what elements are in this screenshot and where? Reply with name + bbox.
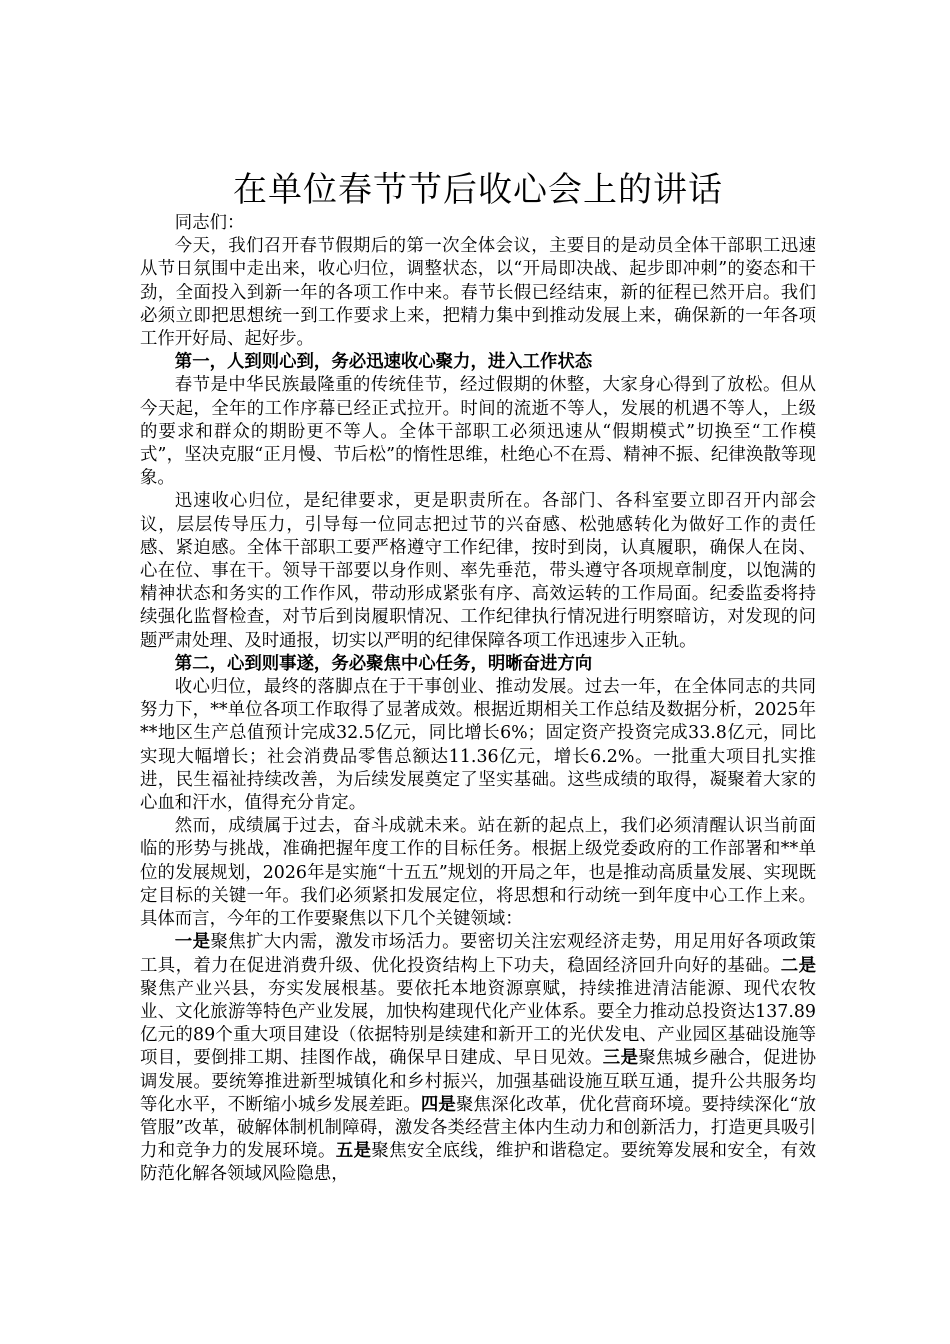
document-title: 在单位春节节后收心会上的讲话 [233, 170, 723, 210]
section-1-paragraph-2: 迅速收心归位，是纪律要求，更是职责所在。各部门、各科室要立即召开内部会议，层层传导压力，引导每一位同志把过节的兴奋感、松弛感转化为做好工作的责任感、紧迫感。全体干部职工要严格遵守工作纪律，按时到岗，认真履职，确保人在岗、心在位、事在干。领导干部要以身作则、率先垂范，带头遵守各项规章制度，以饱满的精神状态和务实的工作作风，带动形成紧张有序、高效运转的工作局面。纪委监委将持续强化监督检查，对节后到岗履职情况、工作纪律执行情况进行明察暗访，对发现的问题严肃处理、及时通报，切实以严明的纪律保障各项工作迅速步入正轨。 [140, 491, 816, 651]
section-2-paragraph-2: 然而，成绩属于过去，奋斗成就未来。站在新的起点上，我们必须清醒认识当前面临的形势与挑战，准确把握年度工作的目标任务。根据上级党委政府的工作部署和**单位的发展规划，2026年是实施“十五五”规划的开局之年，也是推动高质量发展、实现既定目标的关键一年。我们必须紧扣发展定位，将思想和行动统一到年度中心工作上来。具体而言，今年的工作要聚焦以下几个关键领域： [140, 816, 816, 930]
section-1-heading: 第一，人到则心到，务必迅速收心聚力，进入工作状态 [174, 352, 593, 373]
section-2-heading: 第二，心到则事遂，务必聚焦中心任务，明晰奋进方向 [174, 653, 593, 674]
point-4-label: 四是 [420, 1094, 456, 1115]
document-page [140, 168, 816, 1187]
section-2-paragraph-1: 收心归位，最终的落脚点在于干事创业、推动发展。过去一年，在全体同志的共同努力下，**单位各项工作取得了显著成效。根据近期相关工作总结及数据分析，2025年**地区生产总值预计完成32.5亿元，同比增长6%；固定资产投资完成33.8亿元，同比实现大幅增长；社会消费品零售总额达11.36亿元，增长6.2%。一批重大项目扎实推进，民生福祉持续改善，为后续发展奠定了坚实基础。这些成绩的取得，凝聚着大家的心血和汗水，值得充分肯定。 [140, 677, 816, 814]
point-2-label: 二是 [780, 955, 816, 976]
point-4-text: 聚焦深化改革，优化营商环境。要持续深化“放管服”改革，破解体制机制障碍，激发各类经营主体内生动力和创新活力，打造更具吸引力和竞争力的发展环境。 [140, 1094, 816, 1162]
section-1-paragraph-1: 春节是中华民族最隆重的传统佳节，经过假期的休整，大家身心得到了放松。但从今天起，全年的工作序幕已经正式拉开。时间的流逝不等人，发展的机遇不等人，上级的要求和群众的期盼更不等人。全体干部职工必须迅速从“假期模式”切换至“工作模式”，坚决克服“正月慢、节后松”的惰性思维，杜绝心不在焉、精神不振、纪律涣散等现象。 [140, 375, 816, 489]
point-3-label: 三是 [602, 1048, 639, 1069]
section-2-paragraph-3 [140, 931, 816, 1186]
point-1-label: 一是 [174, 932, 211, 953]
point-5-label: 五是 [335, 1141, 372, 1162]
intro-paragraph: 今天，我们召开春节假期后的第一次全体会议，主要目的是动员全体干部职工迅速从节日氛围中走出来，收心归位，调整状态，以“开局即决战、起步即冲刺”的姿态和干劲，全面投入到新一年的各项工作中来。春节长假已经结束，新的征程已然开启。我们必须立即把思想统一到工作要求上来，把精力集中到推动发展上来，确保新的一年各项工作开好局、起好步。 [140, 236, 816, 350]
salutation: 同志们： [174, 213, 245, 233]
point-5-text: 聚焦安全底线，维护和谐稳定。要统筹发展和安全，有效防范化解各领域风险隐患， [140, 1141, 816, 1185]
point-1-text: 聚焦扩大内需，激发市场活力。要密切关注宏观经济走势，用足用好各项政策工具，着力在促进消费升级、优化投资结构上下功夫，稳固经济回升向好的基础。 [140, 932, 816, 976]
point-2-text: 聚焦产业兴县，夯实发展根基。要依托本地资源禀赋，持续推进清洁能源、现代农牧业、文化旅游等特色产业发展，加快构建现代化产业体系。要全力推动总投资达137.89亿元的89个重大项目建设（依据特别是续建和新开工的光伏发电、产业园区基础设施等项目，要倒排工期、挂图作战，确保早日建成、早日见效。 [140, 978, 816, 1069]
point-3-text: 聚焦城乡融合，促进协调发展。要统筹推进新型城镇化和乡村振兴，加强基础设施互联互通，提升公共服务均等化水平，不断缩小城乡发展差距。 [140, 1048, 816, 1115]
